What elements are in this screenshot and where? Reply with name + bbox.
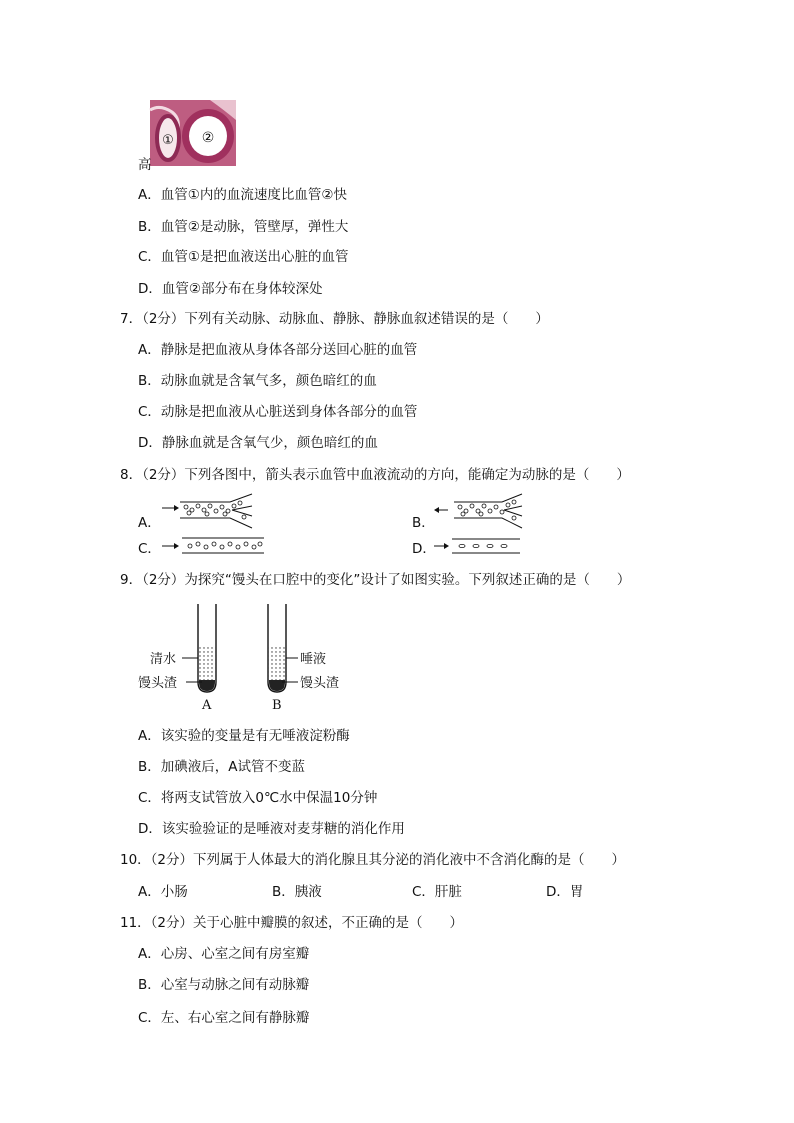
- q6-option-d: D．血管②部分布在身体较深处: [138, 281, 323, 297]
- test-tube-figure: [138, 602, 350, 714]
- label-saliva: 唾液: [300, 652, 327, 667]
- q8-figure-d: [432, 536, 522, 556]
- figure-label-1: ①: [162, 133, 174, 148]
- tube-b: [268, 604, 286, 692]
- q7-option-a: A．静脉是把血液从身体各部分送回心脏的血管: [138, 342, 418, 358]
- q7-option-c: C．动脉是把血液从心脏送到身体各部分的血管: [138, 404, 418, 420]
- q8-figure-b: [432, 494, 532, 530]
- q8-figure-a: [160, 494, 265, 530]
- q9-option-d: D．该实验验证的是唾液对麦芽糖的消化作用: [138, 821, 405, 837]
- q10-option-b: B．胰液: [272, 884, 322, 900]
- figure-label-2: ②: [201, 130, 215, 146]
- q11-option-a: A．心房、心室之间有房室瓣: [138, 946, 310, 962]
- q8-stem: 8．（2分）下列各图中，箭头表示血管中血液流动的方向，能确定为动脉的是（ ）: [120, 467, 630, 483]
- q8-option-b-label: B．: [412, 515, 435, 531]
- label-tube-a: A: [202, 698, 212, 713]
- q9-option-b: B．加碘液后，A试管不变蓝: [138, 759, 305, 775]
- label-water: 清水: [150, 652, 177, 667]
- q7-stem: 7．（2分）下列有关动脉、动脉血、静脉、静脉血叙述错误的是（ ）: [120, 311, 549, 327]
- q10-option-a: A．小肠: [138, 884, 188, 900]
- q8-option-d-label: D．: [412, 541, 436, 557]
- q9-stem: 9．（2分）为探究“馒头在口腔中的变化”设计了如图实验。下列叙述正确的是（ ）: [120, 572, 631, 588]
- q7-option-b: B．动脉血就是含氧气多，颜色暗红的血: [138, 373, 377, 389]
- q8-option-a-label: A．: [138, 515, 161, 531]
- q10-option-d: D．胃: [546, 884, 584, 900]
- q11-option-c: C．左、右心室之间有静脉瓣: [138, 1010, 310, 1026]
- q10-stem: 10．（2分）下列属于人体最大的消化腺且其分泌的消化液中不含消化酶的是（ ）: [120, 852, 626, 868]
- q11-stem: 11．（2分）关于心脏中瓣膜的叙述，不正确的是（ ）: [120, 915, 464, 931]
- text-fragment: 高: [138, 157, 152, 173]
- label-tube-b: B: [272, 698, 282, 713]
- label-bread-right: 馒头渣: [300, 676, 340, 691]
- q9-option-a: A．该实验的变量是有无唾液淀粉酶: [138, 728, 350, 744]
- vessel-histology-figure: [150, 100, 236, 166]
- q6-option-b: B．血管②是动脉，管壁厚，弹性大: [138, 219, 349, 235]
- label-bread-left: 馒头渣: [138, 676, 178, 691]
- q9-option-c: C．将两支试管放入0℃水中保温10分钟: [138, 790, 378, 806]
- q10-option-c: C．肝脏: [412, 884, 462, 900]
- q8-figure-c: [160, 536, 266, 556]
- tube-a: [198, 604, 216, 692]
- q8-option-c-label: C．: [138, 541, 161, 557]
- q6-option-a: A．血管①内的血流速度比血管②快: [138, 187, 347, 203]
- q11-option-b: B．心室与动脉之间有动脉瓣: [138, 977, 310, 993]
- q6-option-c: C．血管①是把血液送出心脏的血管: [138, 249, 349, 265]
- q7-option-d: D．静脉血就是含氧气少，颜色暗红的血: [138, 435, 378, 451]
